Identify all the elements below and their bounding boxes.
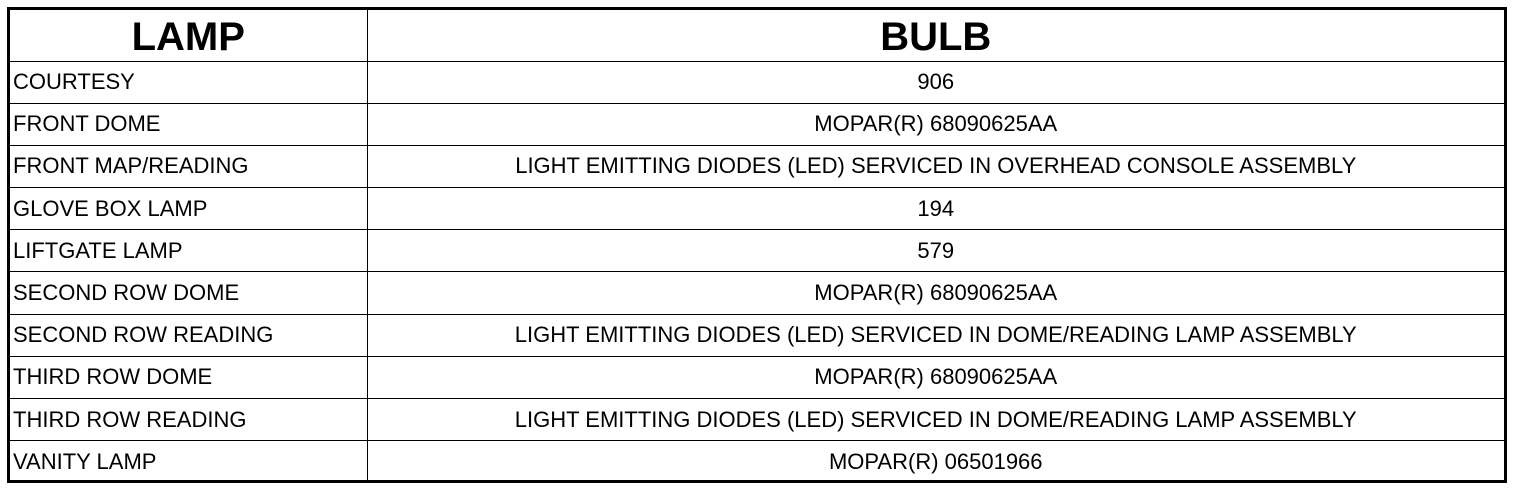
table-row bbox=[10, 103, 1504, 145]
lamp-cell: COURTESY bbox=[10, 61, 367, 103]
lamp-cell: GLOVE BOX LAMP bbox=[10, 188, 367, 230]
bulb-cell: LIGHT EMITTING DIODES (LED) SERVICED IN OVERHEAD CONSOLE ASSEMBLY bbox=[367, 145, 1504, 187]
table-row bbox=[10, 272, 1504, 314]
lamp-cell: FRONT MAP/READING bbox=[10, 145, 367, 187]
lamp-bulb-table bbox=[10, 10, 1504, 483]
lamp-column-header: LAMP bbox=[10, 10, 367, 61]
bulb-cell: LIGHT EMITTING DIODES (LED) SERVICED IN DOME/READING LAMP ASSEMBLY bbox=[367, 314, 1504, 356]
bulb-cell: MOPAR(R) 68090625AA bbox=[367, 103, 1504, 145]
table-row bbox=[10, 61, 1504, 103]
bulb-cell: LIGHT EMITTING DIODES (LED) SERVICED IN DOME/READING LAMP ASSEMBLY bbox=[367, 399, 1504, 441]
lamp-cell: THIRD ROW DOME bbox=[10, 356, 367, 398]
table-row bbox=[10, 230, 1504, 272]
lamp-cell: SECOND ROW DOME bbox=[10, 272, 367, 314]
lamp-bulb-table-frame bbox=[7, 7, 1507, 483]
bulb-cell: MOPAR(R) 68090625AA bbox=[367, 272, 1504, 314]
table-row bbox=[10, 145, 1504, 187]
bulb-cell: MOPAR(R) 68090625AA bbox=[367, 356, 1504, 398]
table-row bbox=[10, 399, 1504, 441]
table-row bbox=[10, 188, 1504, 230]
lamp-cell: FRONT DOME bbox=[10, 103, 367, 145]
bulb-cell: 194 bbox=[367, 188, 1504, 230]
lamp-cell: VANITY LAMP bbox=[10, 441, 367, 483]
bulb-column-header: BULB bbox=[367, 10, 1504, 61]
lamp-cell: LIFTGATE LAMP bbox=[10, 230, 367, 272]
lamp-cell: THIRD ROW READING bbox=[10, 399, 367, 441]
table-row bbox=[10, 356, 1504, 398]
bulb-cell: MOPAR(R) 06501966 bbox=[367, 441, 1504, 483]
bulb-cell: 579 bbox=[367, 230, 1504, 272]
table-row bbox=[10, 441, 1504, 483]
lamp-cell: SECOND ROW READING bbox=[10, 314, 367, 356]
header-row bbox=[10, 10, 1504, 61]
table-row bbox=[10, 314, 1504, 356]
bulb-cell: 906 bbox=[367, 61, 1504, 103]
